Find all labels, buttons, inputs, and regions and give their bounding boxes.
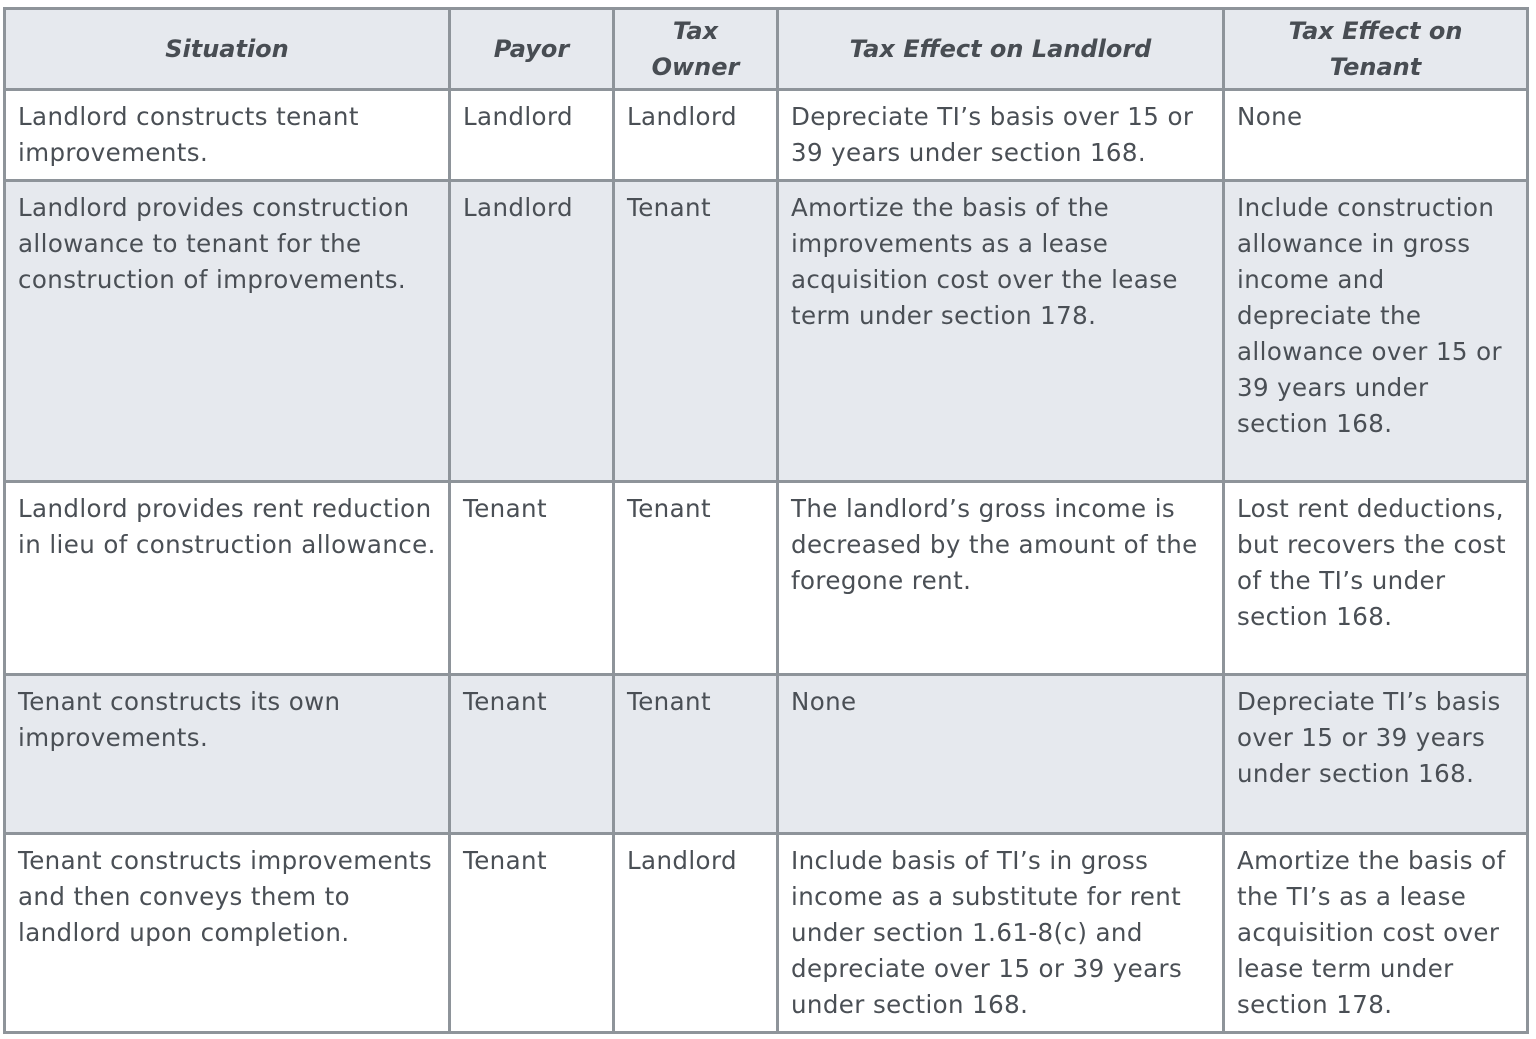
cell-situation: Landlord provides construction allowance to tenant for the construction of improvements. (5, 181, 450, 482)
cell-tax-owner: Tenant (614, 675, 778, 834)
header-tenant-effect-line2: Tenant (1329, 53, 1422, 81)
header-payor-label: Payor (493, 35, 570, 63)
cell-tenant-effect: Include construction allowance in gross income and depreciate the allowance over 15 or 39 years under section 168. (1224, 181, 1528, 482)
table-row (5, 482, 1528, 675)
cell-landlord-effect: Amortize the basis of the improvements as a lease acquisition cost over the lease term under section 178. (778, 181, 1224, 482)
header-situation (5, 9, 450, 90)
cell-tax-owner: Tenant (614, 482, 778, 675)
header-row (5, 9, 1528, 90)
cell-payor: Tenant (450, 675, 614, 834)
cell-payor: Tenant (450, 482, 614, 675)
header-tenant-effect-line1: Tax Effect on (1288, 17, 1463, 45)
cell-tenant-effect: None (1224, 90, 1528, 181)
header-tax-owner (614, 9, 778, 90)
cell-tax-owner: Landlord (614, 834, 778, 1033)
header-landlord-effect (778, 9, 1224, 90)
cell-tenant-effect: Lost rent deductions, but recovers the cost of the TI’s under section 168. (1224, 482, 1528, 675)
cell-landlord-effect: The landlord’s gross income is decreased by the amount of the foregone rent. (778, 482, 1224, 675)
table-row (5, 834, 1528, 1033)
cell-situation: Tenant constructs its own improvements. (5, 675, 450, 834)
tax-effects-table (3, 7, 1529, 1034)
cell-payor: Landlord (450, 181, 614, 482)
cell-situation: Landlord provides rent reduction in lieu of construction allowance. (5, 482, 450, 675)
cell-payor: Tenant (450, 834, 614, 1033)
header-payor (450, 9, 614, 90)
cell-tenant-effect: Depreciate TI’s basis over 15 or 39 years under section 168. (1224, 675, 1528, 834)
cell-situation: Landlord constructs tenant improvements. (5, 90, 450, 181)
cell-landlord-effect: Include basis of TI’s in gross income as a substitute for rent under section 1.61-8(c) and depreciate over 15 or 39 years under section 168. (778, 834, 1224, 1033)
cell-payor: Landlord (450, 90, 614, 181)
cell-situation: Tenant constructs improvements and then conveys them to landlord upon completion. (5, 834, 450, 1033)
table-row (5, 675, 1528, 834)
table-row (5, 90, 1528, 181)
header-landlord-effect-label: Tax Effect on Landlord (849, 35, 1152, 63)
cell-tax-owner: Landlord (614, 90, 778, 181)
header-tenant-effect (1224, 9, 1528, 90)
cell-tax-owner: Tenant (614, 181, 778, 482)
header-situation-label: Situation (165, 35, 289, 63)
header-tax-owner-line1: Tax (672, 17, 719, 45)
cell-tenant-effect: Amortize the basis of the TI’s as a lease acquisition cost over lease term under section 178. (1224, 834, 1528, 1033)
cell-landlord-effect: Depreciate TI’s basis over 15 or 39 years under section 168. (778, 90, 1224, 181)
table-row (5, 181, 1528, 482)
header-tax-owner-line2: Owner (651, 53, 740, 81)
cell-landlord-effect: None (778, 675, 1224, 834)
